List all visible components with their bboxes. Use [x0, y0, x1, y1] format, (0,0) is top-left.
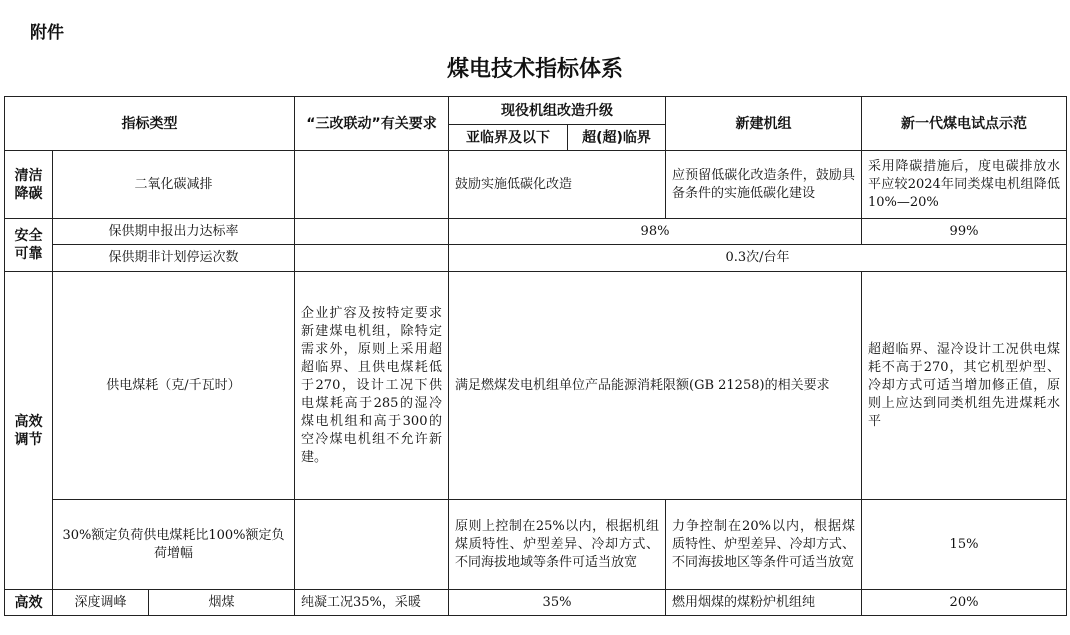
co2-new-units: 应预留低碳化改造条件，鼓励具备条件的实施低碳化建设 — [666, 151, 862, 219]
load-demo: 15% — [862, 500, 1067, 590]
indicator-load-increase: 30%额定负荷供电煤耗比100%额定负荷增幅 — [53, 500, 295, 590]
coal-shared-requirement: 满足燃煤发电机组单位产品能源消耗限额(GB 21258)的相关要求 — [449, 272, 862, 500]
indicator-output-rate: 保供期申报出力达标率 — [53, 219, 295, 245]
output-rate-value: 98% — [449, 219, 862, 245]
coal-three-reforms: 企业扩容及按特定要求新建煤电机组，除特定需求外，原则上采用超超临界、且供电煤耗低于270，设计工况下供电煤耗高于285的湿冷煤电机组和高于300的空冷煤电机组不允许新建。 — [295, 272, 449, 500]
category-clean: 清洁降碳 — [5, 151, 53, 219]
indicator-table — [4, 96, 1067, 616]
load-current: 原则上控制在25%以内，根据机组煤质特性、炉型差异、冷却方式、不同海拔地域等条件可适当放宽 — [449, 500, 666, 590]
outage-value: 0.3次/台年 — [449, 245, 1067, 272]
page-title: 煤电技术指标体系 — [446, 56, 623, 82]
indicator-outage-count: 保供期非计划停运次数 — [53, 245, 295, 272]
coal-type-bituminous: 烟煤 — [149, 590, 295, 616]
indicator-coal-consumption: 供电煤耗（克/千瓦时） — [53, 272, 295, 500]
category-efficient-2: 高效 — [5, 590, 53, 616]
co2-three-reforms — [295, 151, 449, 219]
coal-demo: 超超临界、湿冷设计工况供电煤耗不高于270，其它机型炉型、冷却方式可适当增加修正值，原则上应达到同类机组先进煤耗水平 — [862, 272, 1067, 500]
outage-three-reforms — [295, 245, 449, 272]
header-new-units: 新建机组 — [666, 97, 862, 151]
output-rate-three-reforms — [295, 219, 449, 245]
header-indicator-type: 指标类型 — [5, 97, 295, 151]
attachment-label: 附件 — [30, 23, 64, 43]
header-supercritical: 超(超)临界 — [568, 125, 666, 151]
indicator-co2: 二氧化碳减排 — [53, 151, 295, 219]
load-three-reforms — [295, 500, 449, 590]
indicator-deep-peak: 深度调峰 — [53, 590, 149, 616]
header-three-reforms: “三改联动”有关要求 — [295, 97, 449, 151]
header-new-gen-demo: 新一代煤电试点示范 — [862, 97, 1067, 151]
co2-current: 鼓励实施低碳化改造 — [449, 151, 666, 219]
co2-demo: 采用降碳措施后，度电碳排放水平应较2024年同类煤电机组降低10%—20% — [862, 151, 1067, 219]
category-efficient: 高效调节 — [5, 272, 53, 590]
deep-peak-three-reforms: 纯凝工况35%，采暖 — [295, 590, 449, 616]
deep-peak-new-units: 燃用烟煤的煤粉炉机组纯 — [666, 590, 862, 616]
output-rate-demo: 99% — [862, 219, 1067, 245]
deep-peak-demo: 20% — [862, 590, 1067, 616]
header-subcritical: 亚临界及以下 — [449, 125, 568, 151]
header-current-units: 现役机组改造升级 — [449, 97, 666, 125]
load-new-units: 力争控制在20%以内，根据煤质特性、炉型差异、冷却方式、不同海拔地区等条件可适当放宽 — [666, 500, 862, 590]
category-safety: 安全可靠 — [5, 219, 53, 272]
deep-peak-current: 35% — [449, 590, 666, 616]
